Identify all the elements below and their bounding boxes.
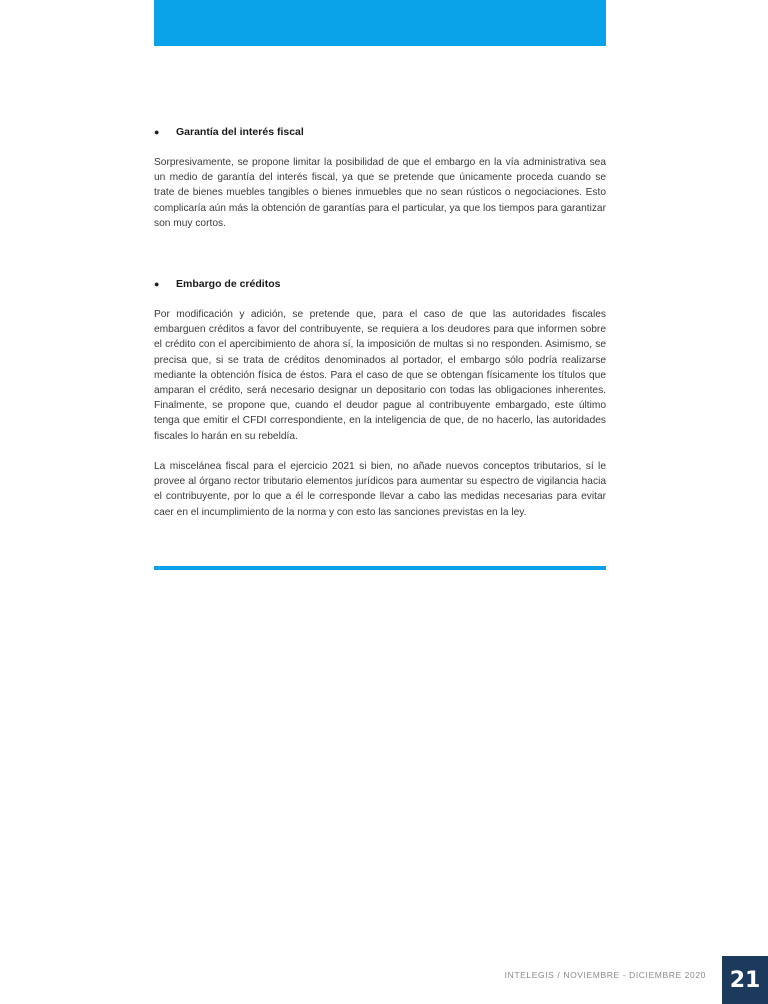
section-paragraph: Sorpresivamente, se propone limitar la posibilidad de que el embargo en la vía administrativa sea un medio de garantía del interés fiscal, ya que se pretende que únicamente proceda cuando se trate de bienes muebles tangibles o bienes inmuebles que no sean rústicos o negociaciones. Esto complicaría aún más la obtención de garantías para el particular, ya que los tiempos para garantizar son muy cortos. [154, 157, 606, 229]
footer-publication: INTELEGIS / NOVIEMBRE - DICIEMBRE 2020 [504, 970, 706, 980]
section-paragraph: Por modificación y adición, se pretende que, para el caso de que las autoridades fiscales embarguen créditos a favor del contribuyente, se requiera a los deudores para que informen sobre el crédito con el apercibimiento de ahora sí, la imposición de multas si no responden. Asimismo, se precisa que, si se trata de créditos denominados al portador, el embargo sólo podría realizarse mediante la obtención física de éstos. Para el caso de que se obtengan físicamente los títulos que amparan el crédito, será necesario designar un depositario con todas las obligaciones inherentes. Finalmente, se propone que, cuando el deudor pague al contribuyente embargado, este último tenga que emitir el CFDI correspondiente, en la inteligencia de que, de no hacerlo, las autoridades fiscales lo harán en su rebeldía. [154, 309, 606, 442]
section-heading [154, 125, 606, 139]
bullet-icon: ● [154, 127, 160, 137]
heading-text: Embargo de créditos [176, 278, 281, 290]
section-garantia [154, 125, 606, 231]
closing-section [154, 459, 606, 520]
page-number: 21 [722, 956, 768, 1004]
bullet-icon: ● [154, 279, 160, 289]
bottom-accent-rule [154, 566, 606, 570]
closing-paragraph: La miscelánea fiscal para el ejercicio 2021 si bien, no añade nuevos conceptos tributarios, sí le provee al órgano rector tributario elementos jurídicos para aumentar su espectro de vigilancia hacia el contribuyente, por lo que a él le corresponde llevar a cabo las medidas necesarias para evitar caer en el incumplimiento de la norma y con esto las sanciones previstas en la ley. [154, 461, 606, 518]
section-heading [154, 277, 606, 291]
top-accent-band [154, 0, 606, 46]
heading-text: Garantía del interés fiscal [176, 126, 304, 138]
section-embargo-creditos [154, 277, 606, 444]
